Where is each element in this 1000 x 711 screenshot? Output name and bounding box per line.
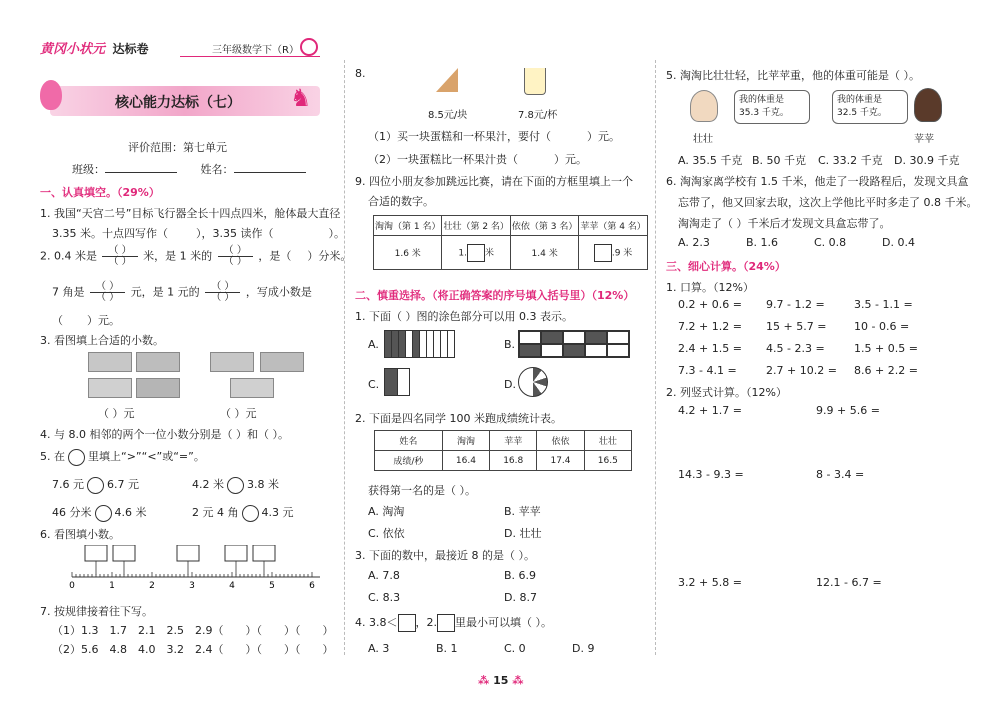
q3-answer-1[interactable]: （ ）元 xyxy=(98,407,135,420)
q8-p2 xyxy=(368,151,587,167)
brand-subtitle: 达标卷 xyxy=(112,42,149,56)
cell-text: .9 米 xyxy=(611,248,633,258)
answer-box[interactable] xyxy=(85,545,107,561)
column-divider xyxy=(655,60,656,655)
scope-label: 评价范围：第七单元 xyxy=(128,141,227,154)
q5-r1d: 3.8 米 xyxy=(247,478,279,491)
c6-line3: 淘淘走了（ ）千米后才发现文具盒忘带了。 xyxy=(678,217,891,230)
figure-c-square xyxy=(384,368,410,396)
c6-line1: 6. 淘淘家离学校有 1.5 千米，他走了一段路程后，发现文具盒 xyxy=(666,175,969,188)
digit-box[interactable] xyxy=(467,244,485,262)
banknote-icon xyxy=(210,352,254,372)
table-cell: 16.8 xyxy=(490,451,537,471)
class-field[interactable] xyxy=(105,172,177,173)
swirl-icon xyxy=(300,38,318,56)
q1-text-b: 3.35 米。十点四写作（ xyxy=(52,227,168,240)
figure-a-bars xyxy=(384,330,455,358)
compare-circle[interactable] xyxy=(242,505,259,522)
q2-line1 xyxy=(40,246,351,267)
q5-r1a: 7.6 元 xyxy=(52,478,84,491)
k2-title: 2. 列竖式计算。（12%） xyxy=(666,386,787,399)
number-line-label: 6 xyxy=(309,581,315,591)
boy-icon xyxy=(690,90,718,122)
q2-frac3-num: （ ） xyxy=(90,282,125,293)
calc-item[interactable]: 7.3 - 4.1 = xyxy=(678,364,737,377)
calc-item[interactable]: 8.6 + 2.2 = xyxy=(854,364,918,377)
class-name-row xyxy=(72,161,306,177)
q1-line2 xyxy=(52,225,345,241)
c6-option-a[interactable]: A. 2.3 xyxy=(678,236,710,249)
c6-option-c[interactable]: C. 0.8 xyxy=(814,236,847,249)
number-line-label: 1 xyxy=(109,581,115,591)
q2-frac3[interactable] xyxy=(90,282,125,303)
q2-line3 xyxy=(52,312,120,328)
table-cell: 17.4 xyxy=(537,451,584,471)
class-label: 班级： xyxy=(72,163,105,176)
q2-frac4-num: （ ） xyxy=(205,282,240,293)
q5-row1 xyxy=(52,476,139,494)
c3-option-c[interactable]: C. 8.3 xyxy=(368,591,401,604)
c2-option-b[interactable]: B. 苹苹 xyxy=(504,505,541,518)
c4-option-b[interactable]: B. 1 xyxy=(436,642,458,655)
k1-title: 1. 口算。（12%） xyxy=(666,281,754,294)
banknote-group-2 xyxy=(210,352,310,402)
c4-option-a[interactable]: A. 3 xyxy=(368,642,390,655)
q5-title xyxy=(40,448,205,466)
table-header: 苹苹 xyxy=(490,431,537,451)
vertical-calc-6[interactable]: 12.1 - 6.7 = xyxy=(816,576,882,589)
q5-r1b: 6.7 元 xyxy=(107,478,139,491)
balloon-icon xyxy=(40,80,62,110)
q2-frac4[interactable] xyxy=(205,282,240,303)
calc-item[interactable]: 3.5 - 1.1 = xyxy=(854,298,913,311)
c6-option-b[interactable]: B. 1.6 xyxy=(746,236,779,249)
c1-text: 1. 下面（ ）图的涂色部分可以用 0.3 表示。 xyxy=(355,310,573,323)
q5-row1-right xyxy=(192,476,279,494)
banknote-group-1 xyxy=(88,352,180,402)
table-row xyxy=(375,431,632,451)
q2-text-f: 元，是 1 元的 xyxy=(130,285,200,299)
vertical-calc-4[interactable]: 8 - 3.4 = xyxy=(816,468,865,481)
q5-r2c: 2 元 4 角 xyxy=(192,506,239,519)
vertical-calc-3[interactable]: 14.3 - 9.3 = xyxy=(678,468,744,481)
c1-B-label: B. xyxy=(504,338,516,351)
number-line-label: 0 xyxy=(69,581,75,591)
q5-r1c: 4.2 米 xyxy=(192,478,224,491)
q6-title: 6. 看图填小数。 xyxy=(40,528,120,541)
vertical-calc-2[interactable]: 9.9 + 5.6 = xyxy=(816,404,880,417)
number-line-label: 5 xyxy=(269,581,275,591)
c6-line2: 忘带了，他又回家去取，这次上学他比平时多走了 0.8 千米。 xyxy=(678,196,978,209)
number-line-label: 2 xyxy=(149,581,155,591)
calc-item[interactable]: 7.2 + 1.2 = xyxy=(678,320,742,333)
q8-p2a: （2）一块蛋糕比一杯果汁贵（ xyxy=(368,153,518,166)
q2-frac1[interactable] xyxy=(102,246,137,267)
name-label: 姓名： xyxy=(200,163,234,176)
q8-p1 xyxy=(368,128,620,144)
q2-frac1-num: （ ） xyxy=(102,246,137,257)
calc-item[interactable]: 4.5 - 2.3 = xyxy=(766,342,825,355)
q2-line2 xyxy=(52,282,312,303)
c2-option-a[interactable]: A. 淘淘 xyxy=(368,505,405,518)
table-cell: 1.6 米 xyxy=(374,236,442,270)
q1-text-c: ），3.35 读作（ xyxy=(196,227,274,240)
brand-name: 黄冈小状元 xyxy=(40,42,106,57)
number-line-label: 3 xyxy=(189,581,195,591)
q5-r2d: 4.3 元 xyxy=(261,506,294,519)
table-header: 依依（第 3 名） xyxy=(510,216,578,236)
q5-row2-right xyxy=(192,504,294,522)
speech-bubble-2: 我的体重是 32.5 千克。 xyxy=(832,90,908,124)
q2-frac2[interactable] xyxy=(218,246,253,267)
table-header: 壮壮 xyxy=(584,431,631,451)
name-field[interactable] xyxy=(234,172,306,173)
q2-text-i: ）元。 xyxy=(87,314,120,327)
c2-option-d[interactable]: D. 壮壮 xyxy=(504,527,542,540)
section-choice-title: 二、慎重选择。（将正确答案的序号填入括号里）（12%） xyxy=(355,289,635,302)
banknote-icon xyxy=(136,378,180,398)
table-row xyxy=(374,216,648,236)
c4-text-a: 4. 3.8＜ xyxy=(355,616,398,629)
q2-text-e: 7 角是 xyxy=(52,285,85,299)
cake-price: 8.5元/块 xyxy=(428,110,468,121)
cell-unit: 米 xyxy=(484,248,494,258)
horse-icon: ♞ xyxy=(290,84,312,112)
q5-row2 xyxy=(52,504,147,522)
q8-p2b: ）元。 xyxy=(554,153,587,166)
digit-box[interactable] xyxy=(398,614,416,632)
number-line xyxy=(60,545,330,595)
q2-frac2-den: （ ） xyxy=(223,256,247,267)
q2-frac4-den: （ ） xyxy=(211,292,235,303)
c5-option-d[interactable]: D. 30.9 千克 xyxy=(894,154,960,167)
banknote-icon xyxy=(88,378,132,398)
q3-answer-2[interactable]: （ ）元 xyxy=(220,407,257,420)
vertical-calc-1[interactable]: 4.2 + 1.7 = xyxy=(678,404,742,417)
table-cell: 16.4 xyxy=(442,451,489,471)
cell-text: 1. xyxy=(458,248,467,258)
compare-circle[interactable] xyxy=(95,505,112,522)
table-cell: 16.5 xyxy=(584,451,631,471)
c5-option-b[interactable]: B. 50 千克 xyxy=(752,154,807,167)
calc-item[interactable]: 9.7 - 1.2 = xyxy=(766,298,825,311)
q2-frac1-den: （ ） xyxy=(108,256,132,267)
compare-circle[interactable] xyxy=(87,477,104,494)
circle-blank xyxy=(68,449,85,466)
table-row xyxy=(374,236,648,270)
c2-text: 2. 下面是四名同学 100 米跑成绩统计表。 xyxy=(355,412,562,425)
c5-option-a[interactable]: A. 35.5 千克 xyxy=(678,154,743,167)
c1-A-label: A. xyxy=(368,338,379,351)
q2-frac3-den: （ ） xyxy=(96,292,120,303)
c2-ask: 获得第一名的是（ ）。 xyxy=(368,484,476,497)
banknote-icon xyxy=(260,352,304,372)
table-header: 壮壮（第 2 名） xyxy=(442,216,510,236)
grade-label: 三年级数学下（R） xyxy=(212,45,299,56)
page-number: ⁂ 15 ⁂ xyxy=(478,674,524,687)
calc-item[interactable]: 15 + 5.7 = xyxy=(766,320,827,333)
girl-icon xyxy=(914,88,942,122)
banknote-icon xyxy=(88,352,132,372)
answer-box[interactable] xyxy=(225,545,247,561)
c1-C-label: C. xyxy=(368,378,380,391)
q8-p1b: ）元。 xyxy=(587,130,620,143)
run-table xyxy=(374,430,632,471)
jump-table xyxy=(373,215,648,270)
table-header: 姓名 xyxy=(375,431,443,451)
c4-text-c: 里最小可以填（ ）。 xyxy=(455,616,552,629)
banknote-icon xyxy=(230,378,274,398)
c1-D-label: D. xyxy=(504,378,516,391)
table-header: 淘淘 xyxy=(442,431,489,451)
table-cell: 1.4 米 xyxy=(510,236,578,270)
q1-line1: 1. 我国“天宫二号”目标飞行器全长十四点四米，舱体最大直径 xyxy=(40,207,341,220)
c5-option-c[interactable]: C. 33.2 千克 xyxy=(818,154,883,167)
c4-option-c[interactable]: C. 0 xyxy=(504,642,526,655)
section-calc-title: 三、细心计算。（24%） xyxy=(666,260,786,273)
c3-option-a[interactable]: A. 7.8 xyxy=(368,569,400,582)
compare-circle[interactable] xyxy=(227,477,244,494)
cake-icon xyxy=(436,68,458,92)
juice-price: 7.8元/杯 xyxy=(518,110,558,121)
c3-option-b[interactable]: B. 6.9 xyxy=(504,569,537,582)
q2-frac2-num: （ ） xyxy=(218,246,253,257)
c6-option-d[interactable]: D. 0.4 xyxy=(882,236,915,249)
q1-text-d: ）。 xyxy=(328,227,345,240)
q3-title: 3. 看图填上合适的小数。 xyxy=(40,334,164,347)
section-fill-title: 一、认真填空。（29%） xyxy=(40,186,160,199)
page-number-text: 15 xyxy=(493,674,509,687)
number-line-label: 4 xyxy=(229,581,235,591)
table-cell xyxy=(442,236,510,270)
speech-bubble-1: 我的体重是 35.3 千克。 xyxy=(734,90,810,124)
q7-title: 7. 按规律接着往下写。 xyxy=(40,605,153,618)
girl-name: 苹苹 xyxy=(914,134,934,145)
q2-text-h: （ xyxy=(52,314,63,327)
q8-num: 8. xyxy=(355,67,366,80)
calc-item[interactable]: 10 - 0.6 = xyxy=(854,320,910,333)
table-header: 依依 xyxy=(537,431,584,451)
banknote-icon xyxy=(136,352,180,372)
c4-text xyxy=(355,614,552,632)
answer-box[interactable] xyxy=(177,545,199,561)
c5-text: 5. 淘淘比壮壮轻，比苹苹重，他的体重可能是（ ）。 xyxy=(666,69,920,82)
q2-text-b: 米，是 1 米的 xyxy=(143,249,213,263)
q5-title-a: 5. 在 xyxy=(40,450,65,463)
table-header: 苹苹（第 4 名） xyxy=(579,216,647,236)
c2-option-c[interactable]: C. 依依 xyxy=(368,527,405,540)
q9-line1: 9. 四位小朋友参加跳远比赛，请在下面的方框里填上一个 xyxy=(355,175,633,188)
boy-name: 壮壮 xyxy=(693,134,713,145)
q7-row1: （1）1.3 1.7 2.1 2.5 2.9（ ）（ ）（ ） xyxy=(52,624,334,637)
figure-b-grid xyxy=(518,330,630,358)
c4-option-d[interactable]: D. 9 xyxy=(572,642,595,655)
q5-r2b: 4.6 米 xyxy=(114,506,147,519)
q2-text-d: ）分米。 xyxy=(307,249,352,263)
answer-box[interactable] xyxy=(253,545,275,561)
q7-row2: （2）5.6 4.8 4.0 3.2 2.4（ ）（ ）（ ） xyxy=(52,643,334,656)
calc-item[interactable]: 1.5 + 0.5 = xyxy=(854,342,918,355)
header-rule xyxy=(180,56,320,57)
q2-text-a: 2. 0.4 米是 xyxy=(40,249,97,263)
q8-p1a: （1）买一块蛋糕和一杯果汁，要付（ xyxy=(368,130,551,143)
q9-line2: 合适的数字。 xyxy=(368,195,434,208)
q2-text-c: ，是（ xyxy=(258,249,292,263)
digit-box[interactable] xyxy=(594,244,612,262)
calc-item[interactable]: 0.2 + 0.6 = xyxy=(678,298,742,311)
vertical-calc-5[interactable]: 3.2 + 5.8 = xyxy=(678,576,742,589)
calc-item[interactable]: 2.7 + 10.2 = xyxy=(766,364,837,377)
q4-text: 4. 与 8.0 相邻的两个一位小数分别是（ ）和（ ）。 xyxy=(40,428,289,441)
q2-text-g: ，写成小数是 xyxy=(245,285,312,299)
table-cell xyxy=(579,236,647,270)
column-divider xyxy=(344,60,345,655)
c3-option-d[interactable]: D. 8.7 xyxy=(504,591,537,604)
c4-text-b: ，2. xyxy=(415,616,437,629)
table-header: 淘淘（第 1 名） xyxy=(374,216,442,236)
digit-box[interactable] xyxy=(437,614,455,632)
table-cell: 成绩/秒 xyxy=(375,451,443,471)
q5-title-b: 里填上“>”“<”或“=”。 xyxy=(88,450,205,463)
q5-r2a: 46 分米 xyxy=(52,506,92,519)
page-title: 核心能力达标（七） xyxy=(115,95,241,111)
juice-icon xyxy=(524,68,546,95)
answer-box[interactable] xyxy=(113,545,135,561)
figure-d-pie xyxy=(518,367,548,397)
brand-logo xyxy=(40,38,149,57)
table-row xyxy=(375,451,632,471)
calc-item[interactable]: 2.4 + 1.5 = xyxy=(678,342,742,355)
oral-calc-grid xyxy=(678,298,942,377)
c3-text: 3. 下面的数中，最接近 8 的是（ ）。 xyxy=(355,549,535,562)
